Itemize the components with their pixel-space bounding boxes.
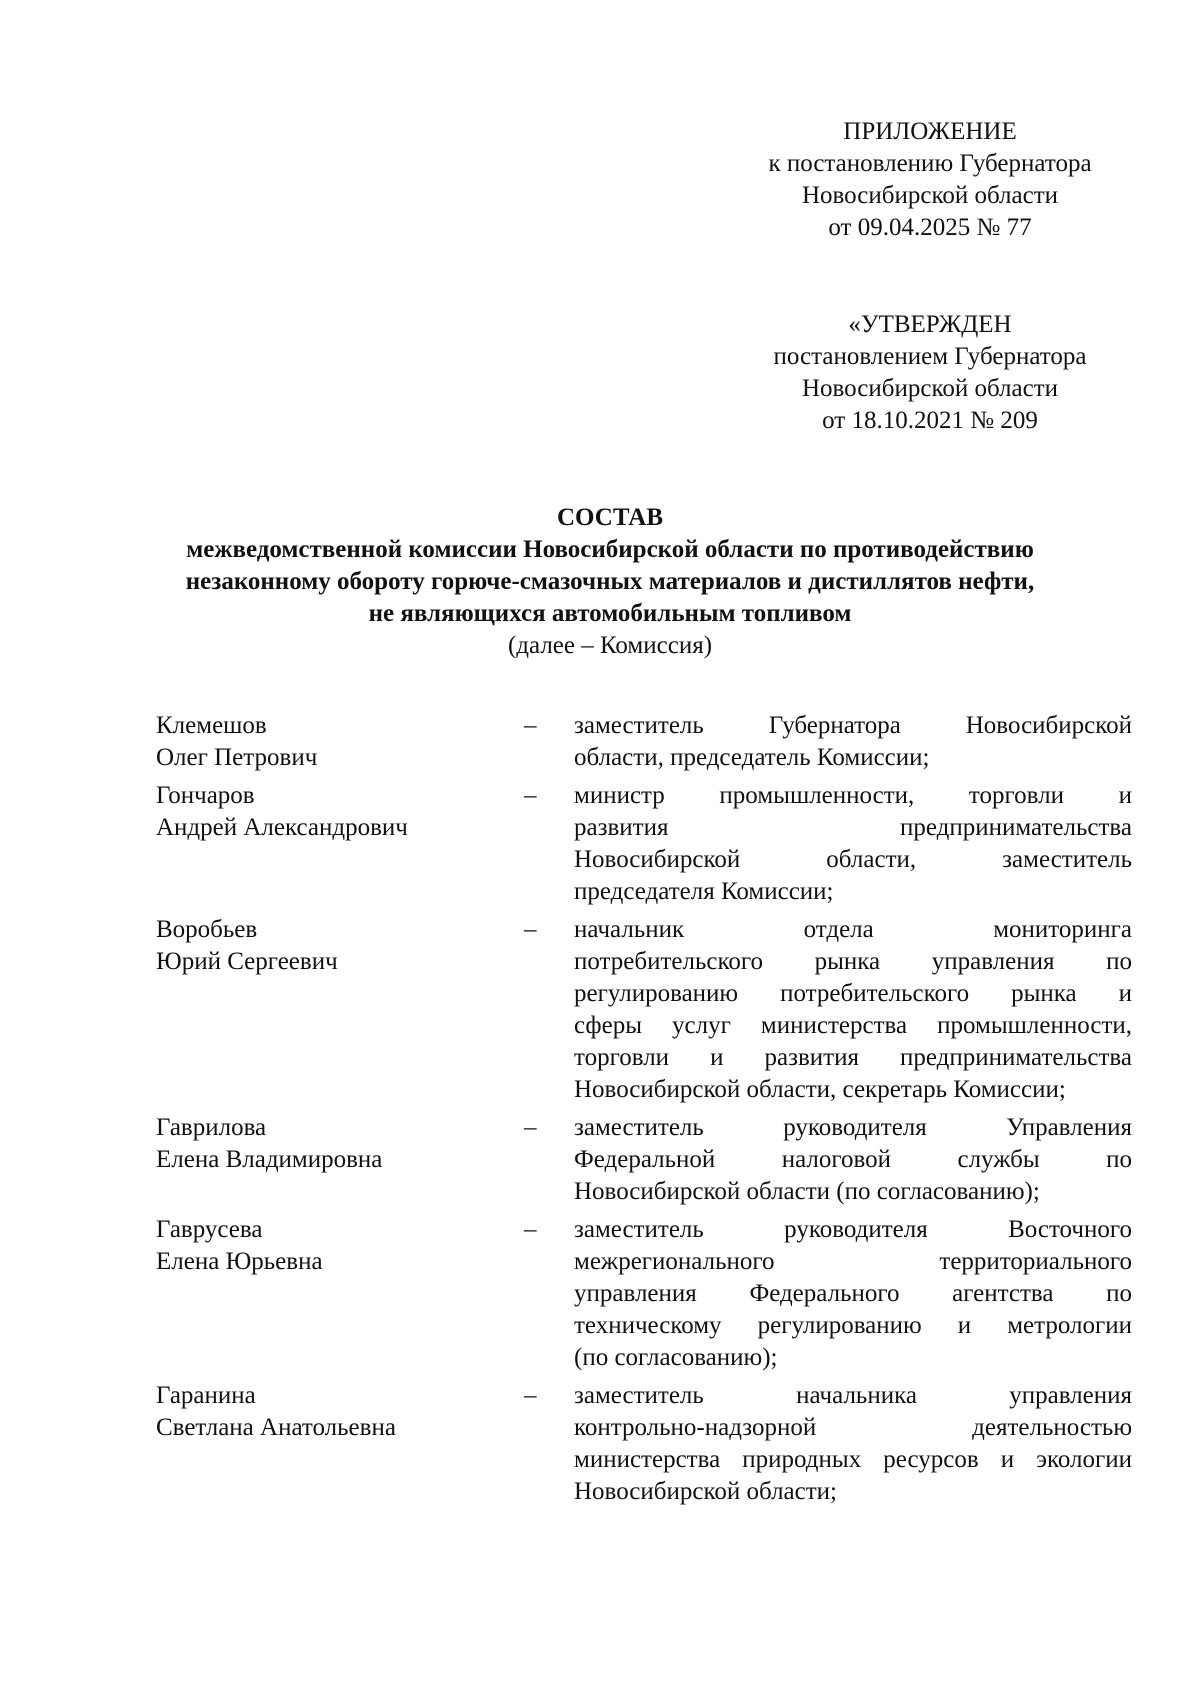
member-role-line: Новосибирской области, секретарь Комиссии; [574, 1076, 1066, 1103]
member-role-line: регулированию потребительского рынка и [574, 980, 1132, 1007]
member-role-line: области, председатель Комиссии; [574, 744, 930, 771]
member-role [574, 1112, 1132, 1208]
member-role-line: председателя Комиссии; [574, 878, 834, 905]
document-heading [120, 502, 1100, 662]
member-role-line: начальник отдела мониторинга [574, 916, 1132, 943]
member-role-line: заместитель руководителя Управления [574, 1114, 1132, 1141]
approved-stamp [720, 309, 1140, 437]
document-title: СОСТАВ [556, 504, 664, 531]
member-dash: – [524, 916, 537, 943]
member-role-line: (по согласованию); [574, 1344, 778, 1371]
member-name [156, 1214, 524, 1374]
members-list [156, 710, 1132, 1514]
member-given: Елена Владимировна [156, 1146, 383, 1173]
member-dash: – [524, 1382, 537, 1409]
annex-line: ПРИЛОЖЕНИЕ [843, 118, 1017, 145]
member-row [156, 1380, 1132, 1508]
member-role-line: сферы услуг министерства промышленности, [574, 1012, 1132, 1039]
member-role-line: заместитель начальника управления [574, 1382, 1132, 1409]
member-role-line: техническому регулированию и метрологии [574, 1312, 1132, 1339]
member-name [156, 710, 524, 774]
member-row [156, 914, 1132, 1106]
member-given: Светлана Анатольевна [156, 1414, 396, 1441]
member-dash: – [524, 1114, 537, 1141]
member-role [574, 780, 1132, 908]
member-role-line: министр промышленности, торговли и [574, 782, 1132, 809]
member-name [156, 914, 524, 1106]
member-role [574, 1214, 1132, 1374]
member-role-line: контрольно-надзорной деятельностью [574, 1414, 1132, 1441]
member-role-line: межрегионального территориального [574, 1248, 1132, 1275]
document-subtitle-line: незаконному обороту горюче-смазочных материалов и дистиллятов нефти, [185, 568, 1035, 595]
member-role-line: Новосибирской области (по согласованию); [574, 1178, 1040, 1205]
document-subtitle-line: межведомственной комиссии Новосибирской области по противодействию [186, 536, 1034, 563]
member-dash: – [524, 782, 537, 809]
member-given: Елена Юрьевна [156, 1248, 323, 1275]
member-surname: Гончаров [156, 782, 255, 809]
member-row [156, 1214, 1132, 1374]
member-role-line: Федеральной налоговой службы по [574, 1146, 1132, 1173]
member-given: Олег Петрович [156, 744, 318, 771]
member-dash: – [524, 1216, 537, 1243]
member-surname: Клемешов [156, 712, 267, 739]
member-role-line: торговли и развития предпринимательства [574, 1044, 1132, 1071]
member-role-line: Новосибирской области; [574, 1478, 838, 1505]
annex-line: к постановлению Губернатора [768, 150, 1092, 177]
approved-line: Новосибирской области [801, 375, 1059, 402]
member-role [574, 710, 1132, 774]
member-role-line: потребительского рынка управления по [574, 948, 1132, 975]
member-name [156, 780, 524, 908]
member-role [574, 914, 1132, 1106]
member-surname: Гаврилова [156, 1114, 267, 1141]
approved-line: «УТВЕРЖДЕН [848, 311, 1012, 338]
approved-line: от 18.10.2021 № 209 [822, 407, 1038, 434]
member-row [156, 780, 1132, 908]
member-role-line: заместитель Губернатора Новосибирской [574, 712, 1132, 739]
member-given: Юрий Сергеевич [156, 948, 338, 975]
member-role-line: развития предпринимательства [574, 814, 1132, 841]
member-surname: Воробьев [156, 916, 258, 943]
member-name [156, 1380, 524, 1508]
member-row [156, 710, 1132, 774]
member-role-line: заместитель руководителя Восточного [574, 1216, 1132, 1243]
approved-line: постановлением Губернатора [773, 343, 1087, 370]
document-subtitle-line: не являющихся автомобильным топливом [368, 600, 852, 627]
member-dash: – [524, 712, 537, 739]
member-role [574, 1380, 1132, 1508]
member-role-line: управления Федерального агентства по [574, 1280, 1132, 1307]
member-given: Андрей Александрович [156, 814, 408, 841]
member-role-line: Новосибирской области, заместитель [574, 846, 1132, 873]
annex-line: от 09.04.2025 № 77 [828, 214, 1032, 241]
member-surname: Гаврусева [156, 1216, 263, 1243]
member-role-line: министерства природных ресурсов и экологии [574, 1446, 1132, 1473]
member-row [156, 1112, 1132, 1208]
member-surname: Гаранина [156, 1382, 256, 1409]
document-note: (далее – Комиссия) [507, 632, 713, 659]
member-name [156, 1112, 524, 1208]
annex-stamp [720, 116, 1140, 244]
annex-line: Новосибирской области [801, 182, 1059, 209]
